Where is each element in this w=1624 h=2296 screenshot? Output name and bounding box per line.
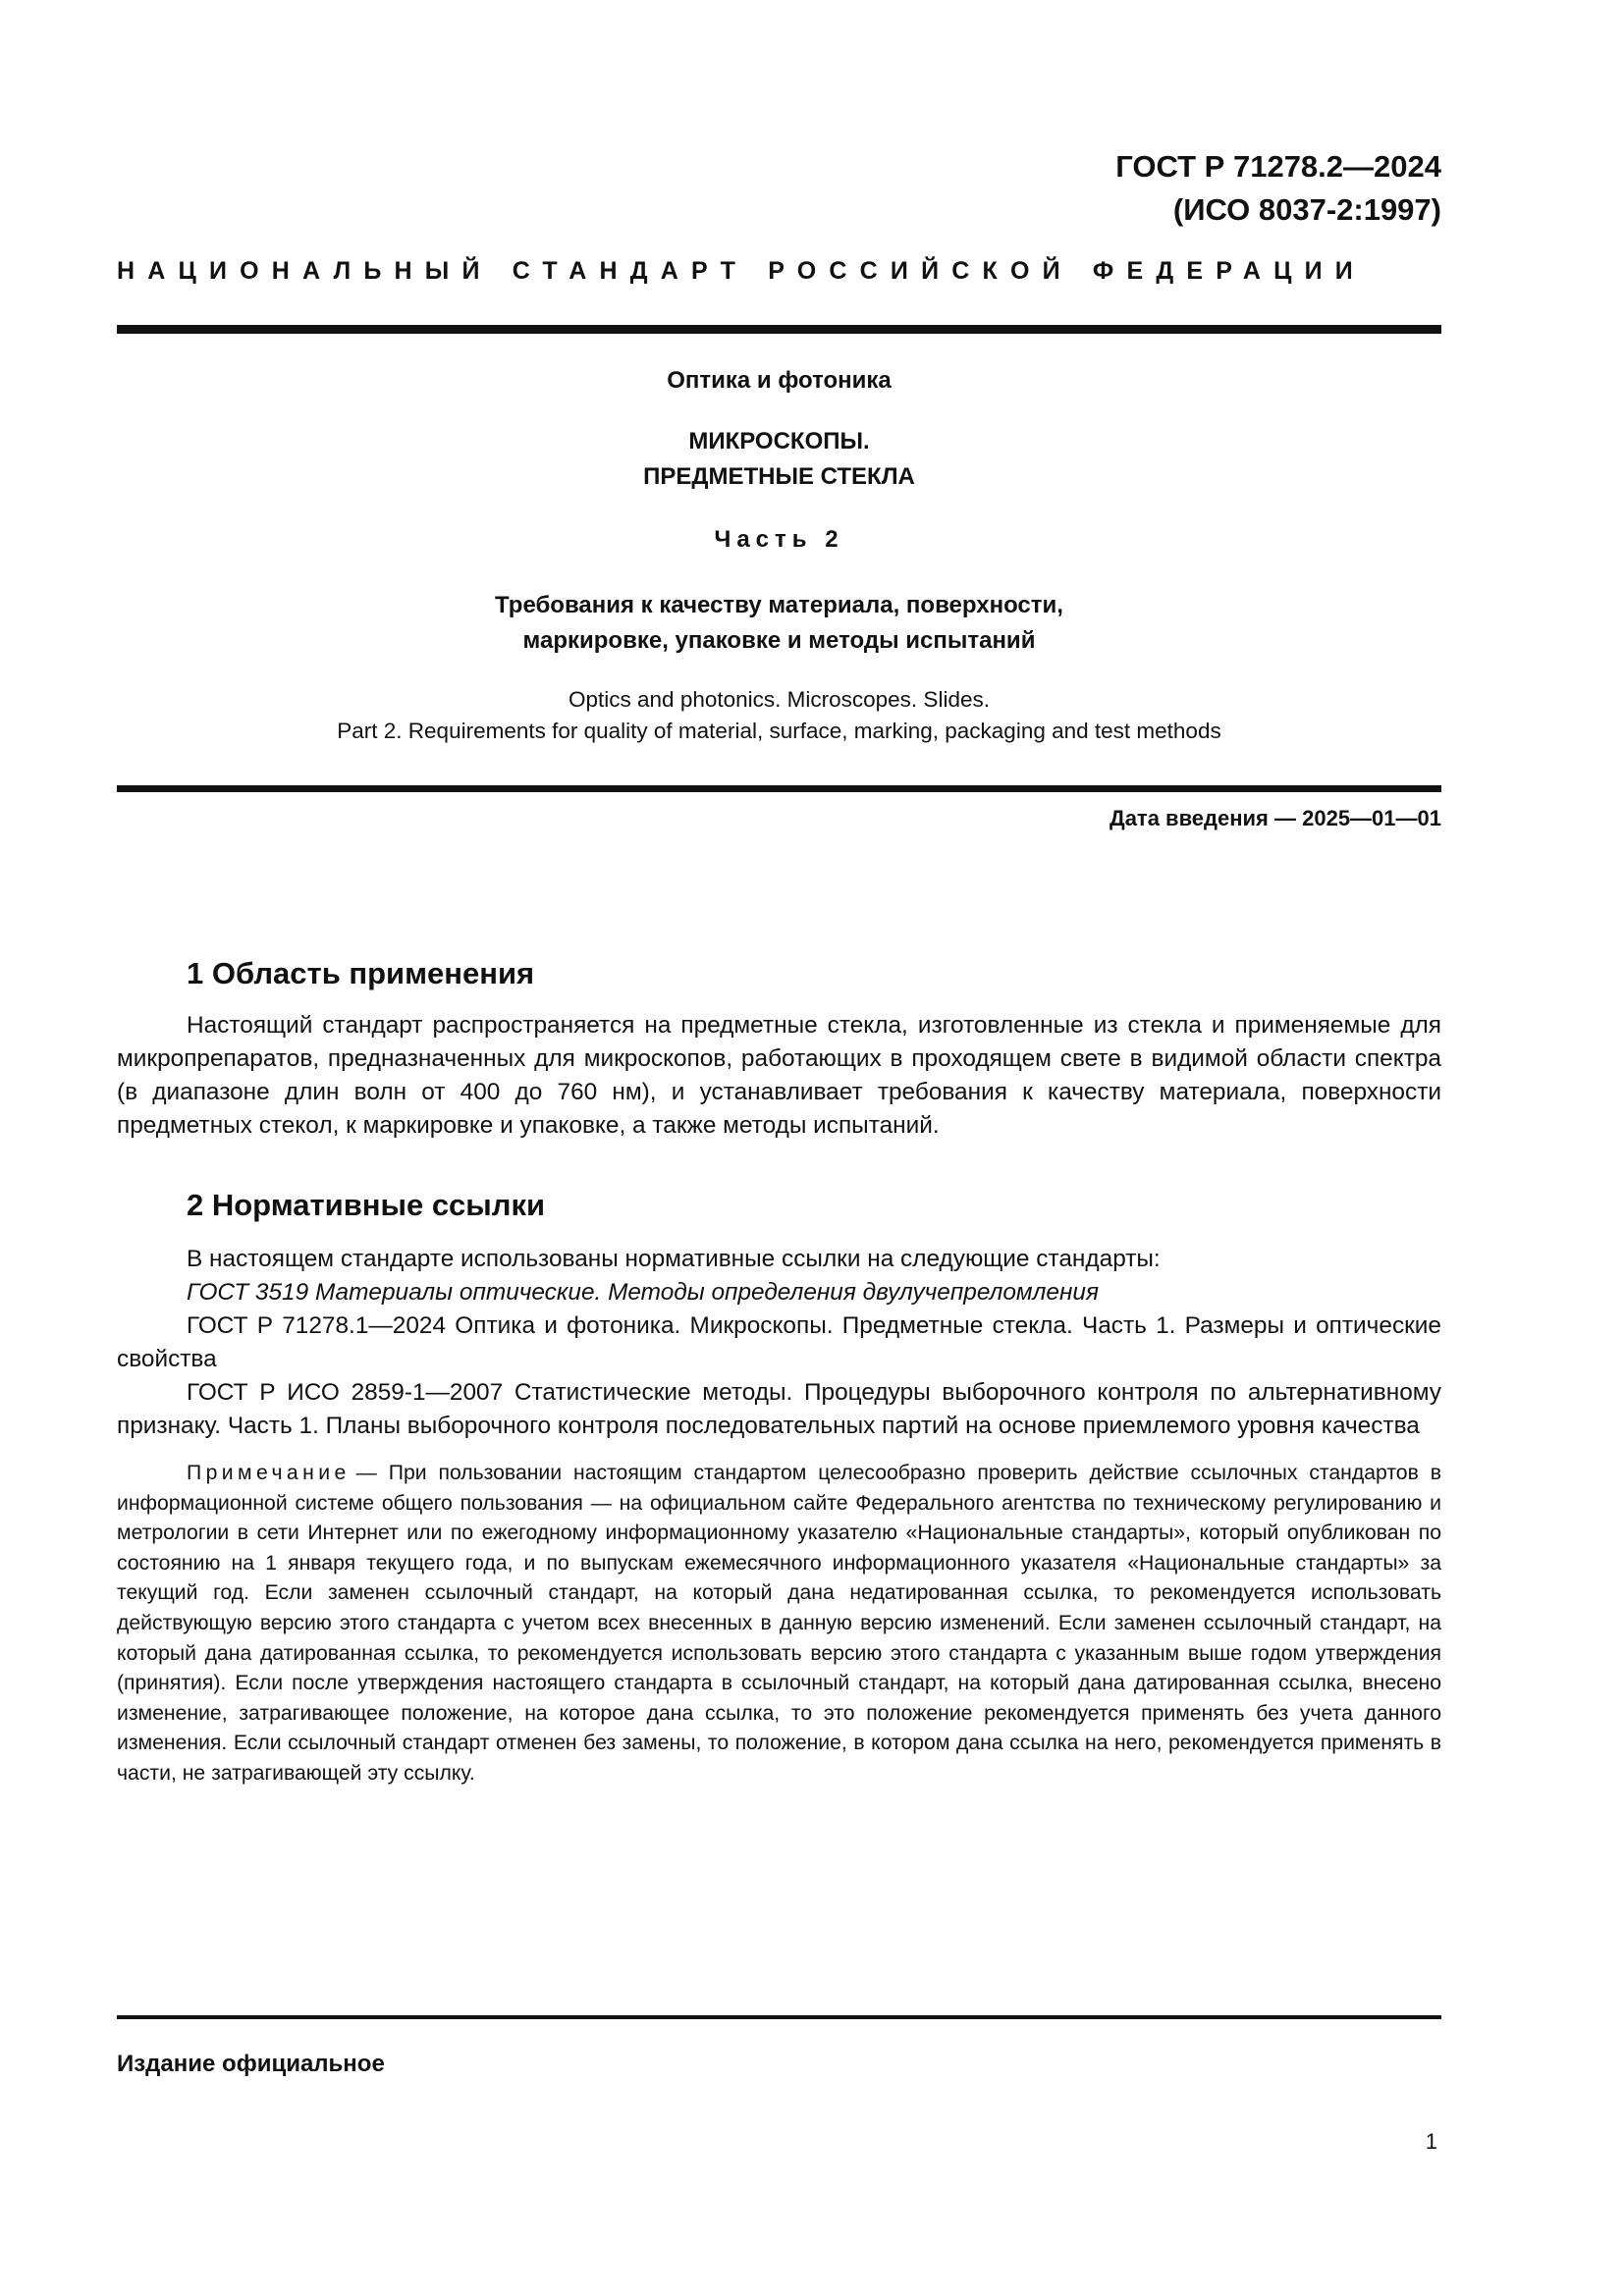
standard-designation: [1115, 145, 1441, 232]
note-label: Примечание: [187, 1462, 351, 1484]
main-title-line-1: МИКРОСКОПЫ.: [688, 428, 870, 454]
english-title: [117, 684, 1441, 747]
section-heading: 1 Область применения: [187, 956, 535, 990]
field-title: Оптика и фотоника: [667, 367, 892, 394]
main-title: [117, 424, 1441, 495]
section-normative-references: [117, 1186, 1441, 1789]
page-number: 1: [1425, 2129, 1437, 2154]
document-page: [117, 0, 1441, 2296]
part-subtitle-line-1: Требования к качеству материала, поверхности,: [495, 592, 1063, 618]
footer-rule: [117, 2015, 1441, 2019]
english-title-line-2: Part 2. Requirements for quality of material, surface, marking, packaging and test methods: [337, 719, 1221, 743]
scope-paragraph: Настоящий стандарт распространяется на предметные стекла, изготовленные из стекла и применяемые для микропрепаратов, предназначенных для микроскопов, работающих в проходящем свете в видимой области спектра (в диапазоне длин волн от 400 до 760 нм), и устанавливает требования к качеству материала, поверхности предметных стекол, к маркировке и упаковке, а также методы испытаний.: [117, 1012, 1441, 1139]
references-intro: В настоящем стандарте использованы нормативные ссылки на следующие стандарты:: [187, 1246, 1161, 1272]
section-heading: 2 Нормативные ссылки: [187, 1188, 546, 1222]
official-edition-label: Издание официальное: [117, 2051, 385, 2077]
designation-number: ГОСТ Р 71278.2—2024: [1115, 149, 1441, 184]
note-text: — При пользовании настоящим стандартом целесообразно проверить действие ссылочных стандартов в информационной системе общего пользования — на официальном сайте Федерального агентства по техническому регулированию и метрологии в сети Интернет или по ежегодному информационному указателю «Национальные стандарты», который опубликован по состоянию на 1 января текущего года, и по выпускам ежемесячного информационного указателя «Национальные стандарты» за текущий год. Если заменен ссылочный стандарт, на который дана недатированная ссылка, то рекомендуется использовать действующую версию этого стандарта с учетом всех внесенных в данную версию изменений. Если заменен ссылочный стандарт, на который дана датированная ссылка, то рекомендуется использовать версию этого стандарта с указанным выше годом утверждения (принятия). Если после утверждения настоящего стандарта в ссылочный стандарт, на который дана датированная ссылка, внесено изменение, затрагивающее положение, на которое дана ссылка, то это положение рекомендуется применять без учета данного изменения. Если ссылочный стандарт отменен без замены, то положение, в котором дана ссылка на него, рекомендуется применять в части, не затрагивающей эту ссылку.: [117, 1462, 1441, 1785]
english-title-line-1: Optics and photonics. Microscopes. Slides.: [568, 687, 990, 712]
reference-item: ГОСТ Р 71278.1—2024 Оптика и фотоника. Микроскопы. Предметные стекла. Часть 1. Размеры и оптические свойства: [117, 1312, 1441, 1372]
header-rule: [117, 325, 1441, 334]
national-standard-title: НАЦИОНАЛЬНЫЙ СТАНДАРТ РОССИЙСКОЙ ФЕДЕРАЦИИ: [117, 257, 1366, 285]
part-subtitle-line-2: маркировке, упаковке и методы испытаний: [522, 627, 1036, 654]
section-scope: [117, 954, 1441, 1143]
part-subtitle: [117, 588, 1441, 659]
part-label: Часть 2: [714, 526, 844, 553]
title-block-rule: [117, 785, 1441, 792]
main-title-line-2: ПРЕДМЕТНЫЕ СТЕКЛА: [643, 463, 915, 490]
reference-item: ГОСТ 3519 Материалы оптические. Методы определения двулучепреломления: [187, 1279, 1099, 1306]
note-paragraph: [117, 1459, 1441, 1789]
iso-equivalent: (ИСО 8037-2:1997): [1172, 192, 1441, 227]
reference-item: ГОСТ Р ИСО 2859-1—2007 Статистические методы. Процедуры выборочного контроля по альтернативному признаку. Часть 1. Планы выборочного контроля последовательных партий на основе приемлемого уровня качества: [117, 1379, 1441, 1439]
introduction-date: Дата введения — 2025—01—01: [1110, 806, 1441, 830]
